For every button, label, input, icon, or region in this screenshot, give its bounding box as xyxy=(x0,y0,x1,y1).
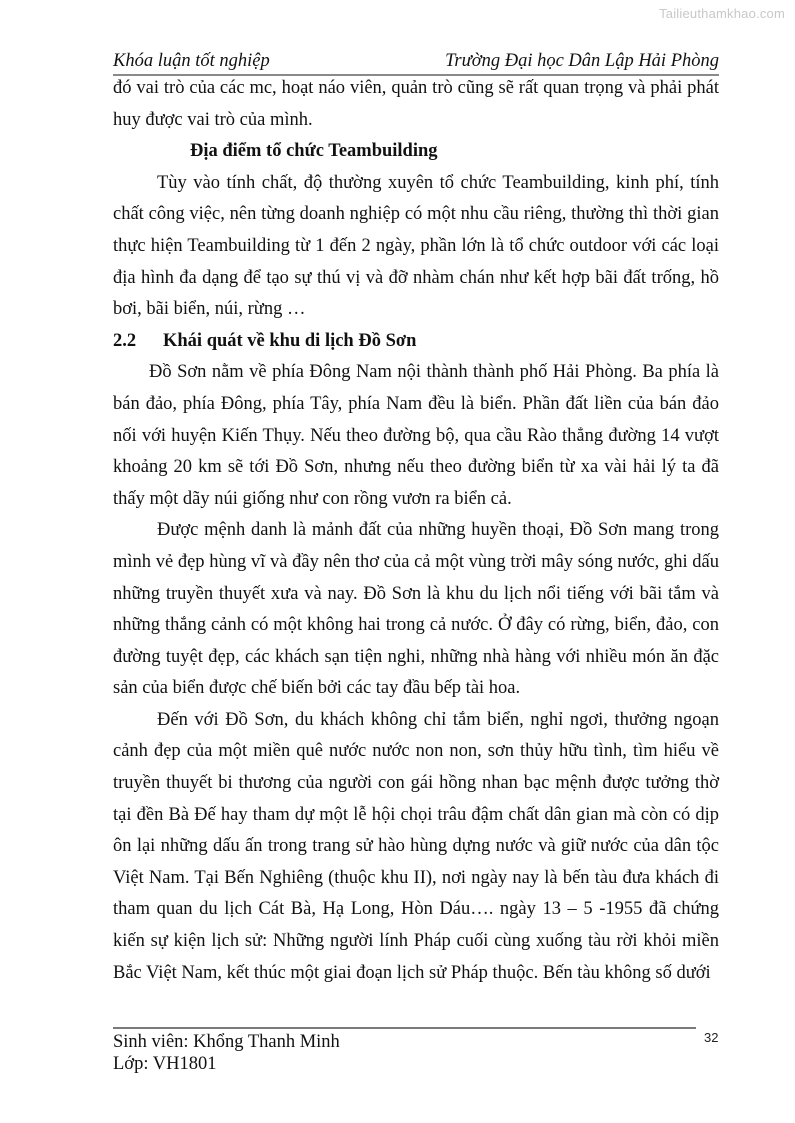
paragraph-history: Đến với Đồ Sơn, du khách không chỉ tắm biển, nghỉ ngơi, thưởng ngoạn cảnh đẹp của một miền quê nước nước non non, sơn thủy hữu tình, tìm hiểu về truyền thuyết bi thương của người con gái hồng nhan bạc mệnh được tưởng thờ tại đền Bà Đế hay tham dự một lễ hội chọi trâu đậm chất dân gian mà còn có dịp ôn lại những dấu ấn trong trang sử hào hùng dựng nước và giữ nước của dân tộc Việt Nam. Tại Bến Nghiêng (thuộc khu II), nơi ngày nay là bến tàu đưa khách đi tham quan du lịch Cát Bà, Hạ Long, Hòn Dáu…. ngày 13 – 5 -1955 đã chứng kiến sự kiện lịch sử: Những người lính Pháp cuối cùng xuống tàu rời khỏi miền Bắc Việt Nam, kết thúc một giai đoạn lịch sử Pháp thuộc. Bến tàu không số dưới xyxy=(113,709,719,983)
footer-class: Lớp: VH1801 xyxy=(113,1054,217,1074)
footer-divider xyxy=(113,1027,696,1029)
section-heading xyxy=(113,326,719,358)
header-right-school: Trường Đại học Dân Lập Hải Phòng xyxy=(445,51,719,71)
paragraph-legend: Được mệnh danh là mảnh đất của những huyền thoại, Đồ Sơn mang trong mình vẻ đẹp hùng vĩ và đầy nên thơ của cả một vùng trời mây sóng nước, ghi dấu những truyền thuyết xưa và nay. Đồ Sơn là khu du lịch nổi tiếng với bãi tắm và những thắng cảnh có một không hai trong cả nước. Ở đây có rừng, biển, đảo, con đường tuyệt đẹp, các khách sạn tiện nghi, những nhà hàng với nhiều món ăn đặc sản của biển được chế biến bởi các tay đầu bếp tài hoa. xyxy=(113,520,719,699)
watermark: Tailieuthamkhao.com xyxy=(659,6,785,21)
page-number: 32 xyxy=(704,1030,719,1045)
subheading-location: Địa điểm tổ chức Teambuilding xyxy=(190,141,438,162)
page-body xyxy=(113,73,719,989)
paragraph-geography: Đồ Sơn nằm về phía Đông Nam nội thành thành phố Hải Phòng. Ba phía là bán đảo, phía Đông, phía Tây, phía Nam đều là biển. Phần đất liền của bán đảo nối với huyện Kiến Thụy. Nếu theo đường bộ, qua cầu Rào thẳng đường 14 vượt khoảng 20 km sẽ tới Đồ Sơn, nhưng nếu theo đường biển từ xa vài hải lý ta đã thấy một dãy núi giống như con rồng vươn ra biển cả. xyxy=(113,362,719,509)
header-left-title: Khóa luận tốt nghiệp xyxy=(113,51,270,71)
section-number: 2.2 xyxy=(113,330,137,351)
paragraph-continued: đó vai trò của các mc, hoạt náo viên, quản trò cũng sẽ rất quan trọng và phải phát huy được vai trò của mình. xyxy=(113,78,719,130)
paragraph-location: Tùy vào tính chất, độ thường xuyên tổ chức Teambuilding, kinh phí, tính chất công việc, nên từng doanh nghiệp có một nhu cầu riêng, thường thì thời gian thực hiện Teambuilding từ 1 đến 2 ngày, phần lớn là tổ chức outdoor với các loại địa hình đa dạng để tạo sự thú vị và đỡ nhàm chán như kết hợp bãi đất trống, hồ bơi, bãi biển, núi, rừng … xyxy=(113,172,719,320)
footer-student-name: Sinh viên: Khổng Thanh Minh xyxy=(113,1032,340,1052)
page-header xyxy=(113,50,719,72)
section-title: Khái quát về khu di lịch Đồ Sơn xyxy=(163,330,417,351)
page-footer xyxy=(113,1031,340,1075)
